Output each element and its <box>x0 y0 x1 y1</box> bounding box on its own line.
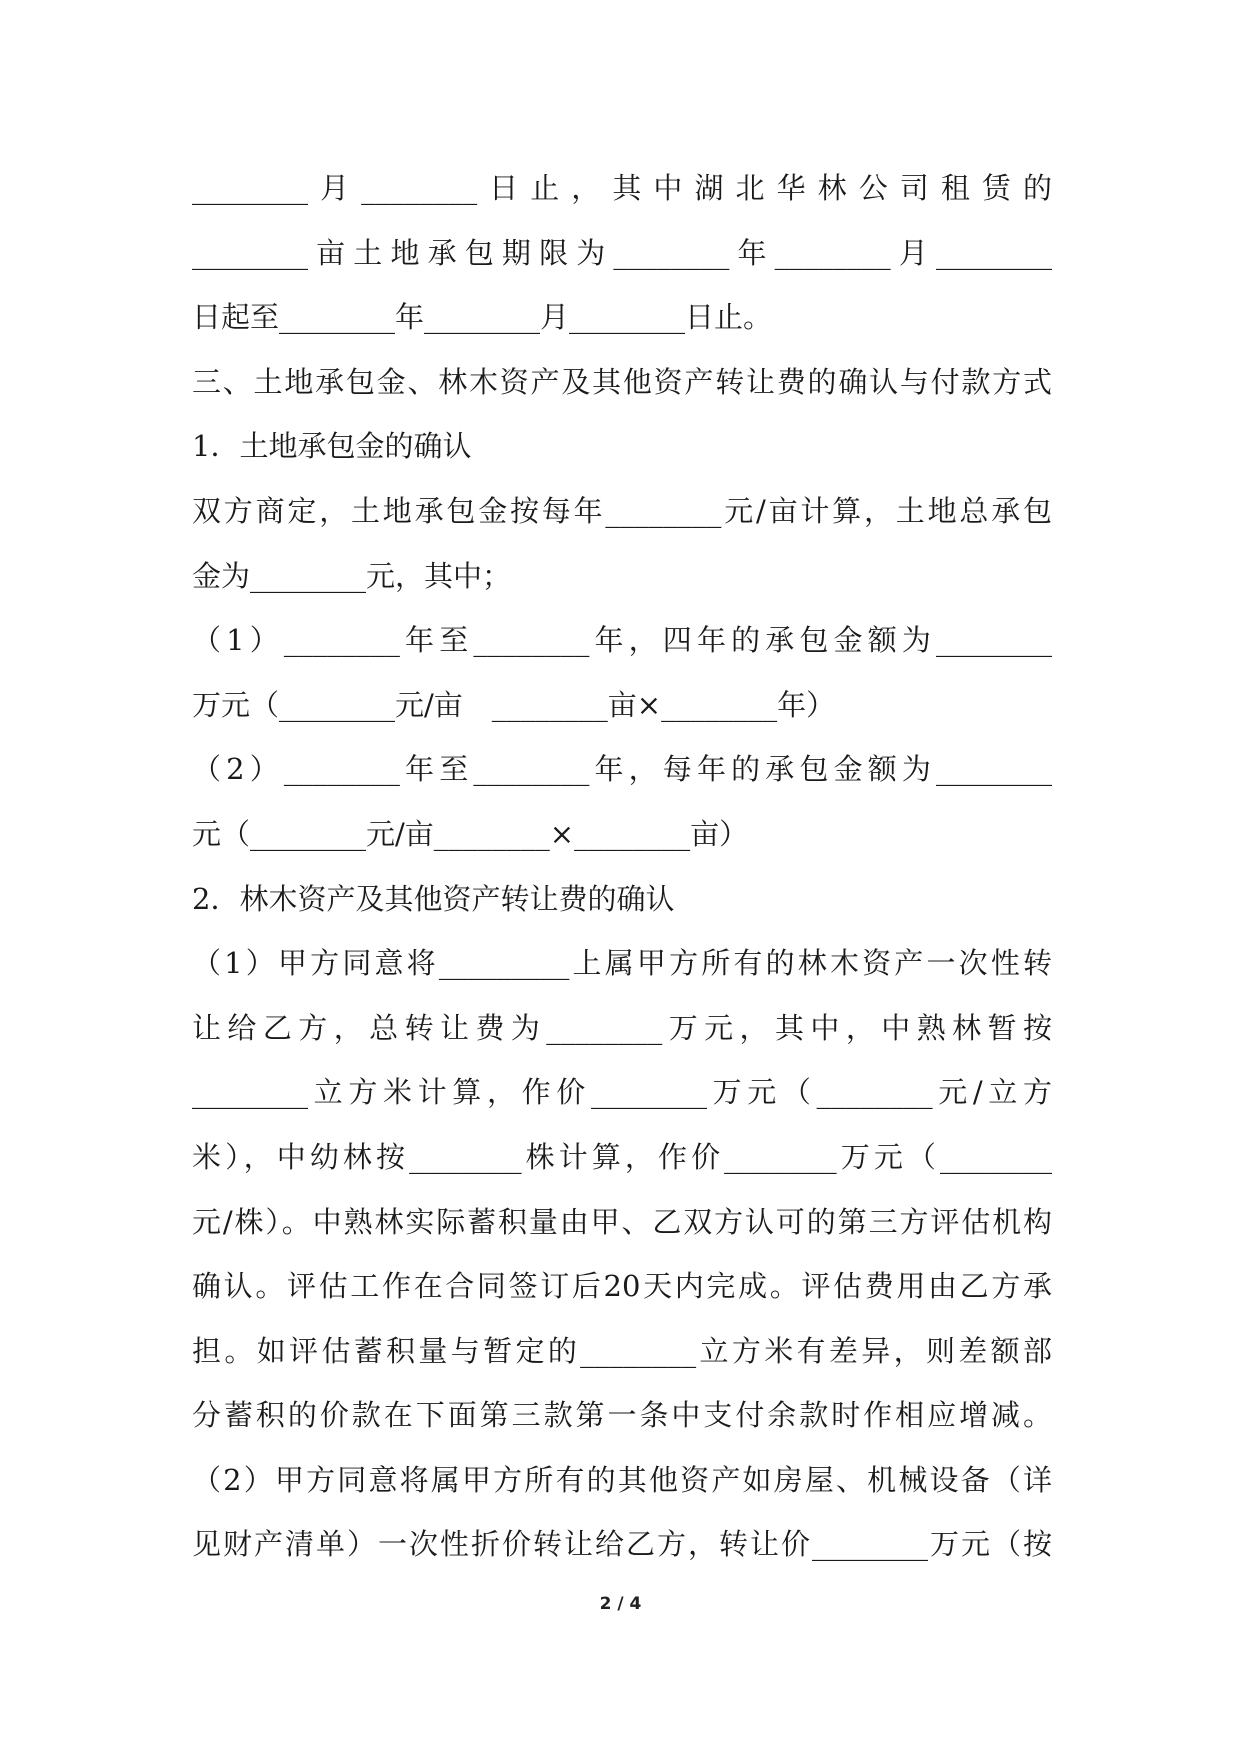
text-line: 元/株）。中熟林实际蓄积量由甲、乙双方认可的第三方评估机构 <box>192 1204 1052 1239</box>
text-line: 确认。评估工作在合同签订后20天内完成。评估费用由乙方承 <box>192 1269 1052 1304</box>
subsection-heading: 2．林木资产及其他资产转让费的确认 <box>192 881 675 916</box>
text-line: （1）甲方同意将_________上属甲方所有的林木资产一次性转 <box>192 946 1052 981</box>
text-line: （2）________年至________年，每年的承包金额为________ <box>192 752 1052 787</box>
text-line: 金为________元，其中； <box>192 558 512 593</box>
text-line: 元（________元/亩________×________亩） <box>192 816 749 851</box>
section-heading: 三、土地承包金、林木资产及其他资产转让费的确认与付款方式 <box>192 364 1052 399</box>
text-line: 双方商定，土地承包金按每年________元/亩计算，土地总承包 <box>192 493 1052 528</box>
text-line: 米），中幼林按________株计算，作价________万元（________ <box>192 1139 1052 1174</box>
document-body <box>192 156 1052 1577</box>
text-line: ________亩土地承包期限为________年________月________ <box>192 235 1052 270</box>
text-line: 万元（________元/亩 ________亩×________年） <box>192 687 836 722</box>
text-line: （1）________年至________年，四年的承包金额为________ <box>192 623 1052 658</box>
text-line: （2）甲方同意将属甲方所有的其他资产如房屋、机械设备（详 <box>192 1462 1052 1497</box>
text-line: 见财产清单）一次性折价转让给乙方，转让价________万元（按 <box>192 1527 1052 1562</box>
page-number: 2 / 4 <box>599 1594 642 1614</box>
text-line: ________立方米计算，作价________万元（________元/立方 <box>192 1075 1052 1110</box>
subsection-heading: 1．土地承包金的确认 <box>192 429 472 464</box>
text-line: ________月________日止，其中湖北华林公司租赁的 <box>192 171 1052 205</box>
text-line: 担。如评估蓄积量与暂定的________立方米有差异，则差额部 <box>192 1333 1052 1368</box>
text-line: 分蓄积的价款在下面第三款第一条中支付余款时作相应增减。 <box>192 1398 1052 1433</box>
text-line: 日起至________年________月________日止。 <box>192 300 773 335</box>
text-line: 让给乙方，总转让费为________万元，其中，中熟林暂按 <box>192 1010 1052 1045</box>
